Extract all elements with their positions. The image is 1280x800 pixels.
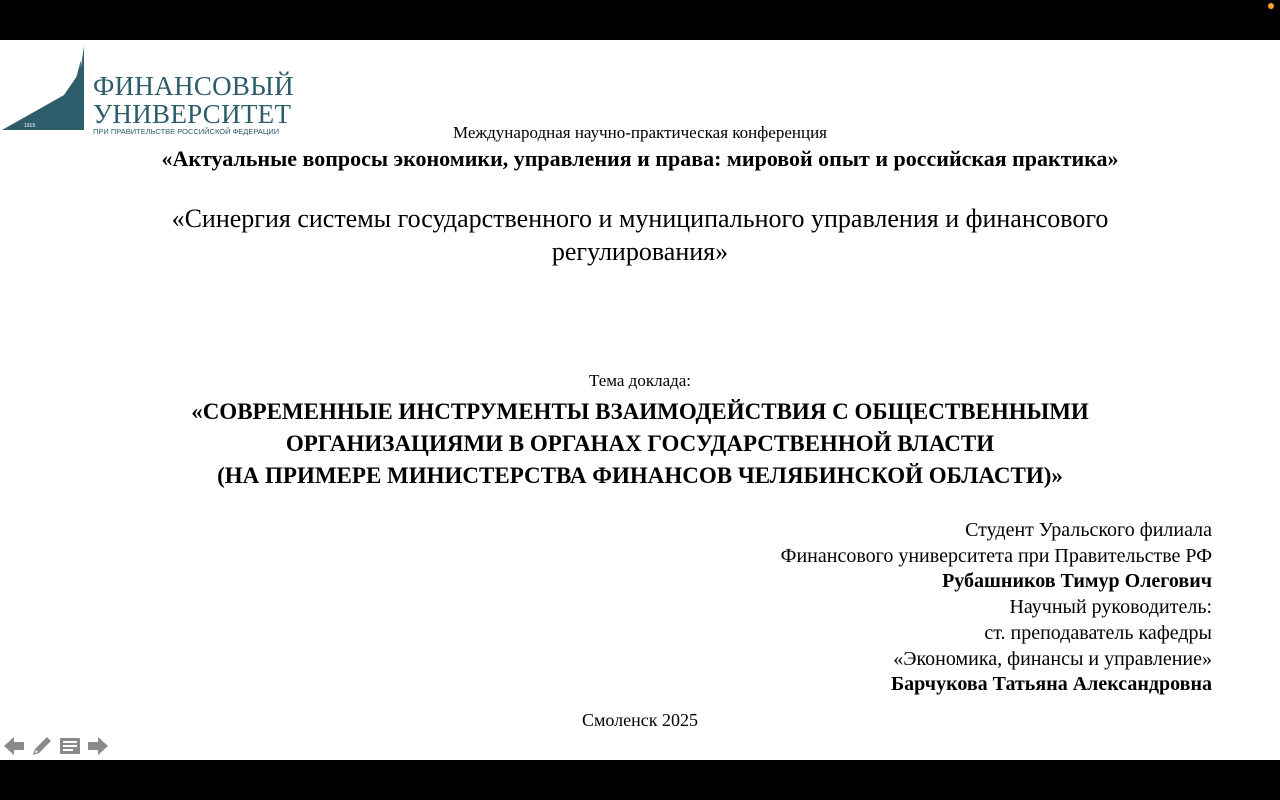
topic-label: Тема доклада:: [588, 371, 692, 390]
conference-label: Международная научно-практическая конференция: [452, 123, 828, 142]
supervisor-department: «Экономика, финансы и управление»: [893, 647, 1212, 670]
section-title: [0, 202, 1280, 268]
recording-indicator-dot: [1268, 3, 1274, 9]
next-slide-button[interactable]: [86, 734, 110, 758]
topic-title-line1: «СОВРЕМЕННЫЕ ИНСТРУМЕНТЫ ВЗАИМОДЕЙСТВИЯ С ОБЩЕСТВЕННЫМИ: [191, 399, 1089, 424]
supervisor-position: ст. преподаватель кафедры: [984, 621, 1212, 644]
section-title-line2: регулирования»: [551, 237, 729, 266]
topic-title-line2: ОРГАНИЗАЦИЯМИ В ОРГАНАХ ГОСУДАРСТВЕННОЙ ВЛАСТИ: [285, 431, 995, 456]
section-title-line1: «Синергия системы государственного и муниципального управления и финансового: [171, 204, 1109, 233]
logo-subtitle: ПРИ ПРАВИТЕЛЬСТВЕ РОССИЙСКОЙ ФЕДЕРАЦИИ: [93, 127, 280, 136]
logo-name-line1: ФИНАНСОВЫЙ: [93, 71, 294, 101]
top-black-bar: [0, 0, 1280, 40]
logo-name-line2: УНИВЕРСИТЕТ: [93, 99, 292, 129]
author-name: Рубашников Тимур Олегович: [942, 570, 1212, 593]
logo-year: 1919: [24, 123, 36, 129]
bottom-black-bar: [0, 760, 1280, 800]
previous-slide-button[interactable]: [2, 734, 26, 758]
conference-title: «Актуальные вопросы экономики, управления и права: мировой опыт и российская практика»: [161, 146, 1119, 171]
supervisor-label: Научный руководитель:: [1009, 596, 1212, 619]
topic-title: [0, 396, 1280, 492]
pen-tool-button[interactable]: [30, 734, 54, 758]
supervisor-name: Барчукова Татьяна Александровна: [890, 673, 1212, 696]
slide-navigation: [2, 732, 110, 760]
author-line1: Студент Уральского филиала: [965, 519, 1212, 541]
presentation-slide: [0, 40, 1280, 760]
topic-title-line3: (НА ПРИМЕРЕ МИНИСТЕРСТВА ФИНАНСОВ ЧЕЛЯБИНСКОЙ ОБЛАСТИ)»: [217, 463, 1063, 488]
city-year: Смоленск 2025: [582, 710, 698, 730]
menu-icon: [59, 736, 81, 756]
author-info: [781, 518, 1212, 698]
slide-menu-button[interactable]: [58, 734, 82, 758]
pen-icon: [30, 734, 54, 758]
arrow-left-icon: [3, 736, 25, 756]
author-line2: Финансового университета при Правительстве РФ: [780, 544, 1212, 567]
arrow-right-icon: [87, 736, 109, 756]
